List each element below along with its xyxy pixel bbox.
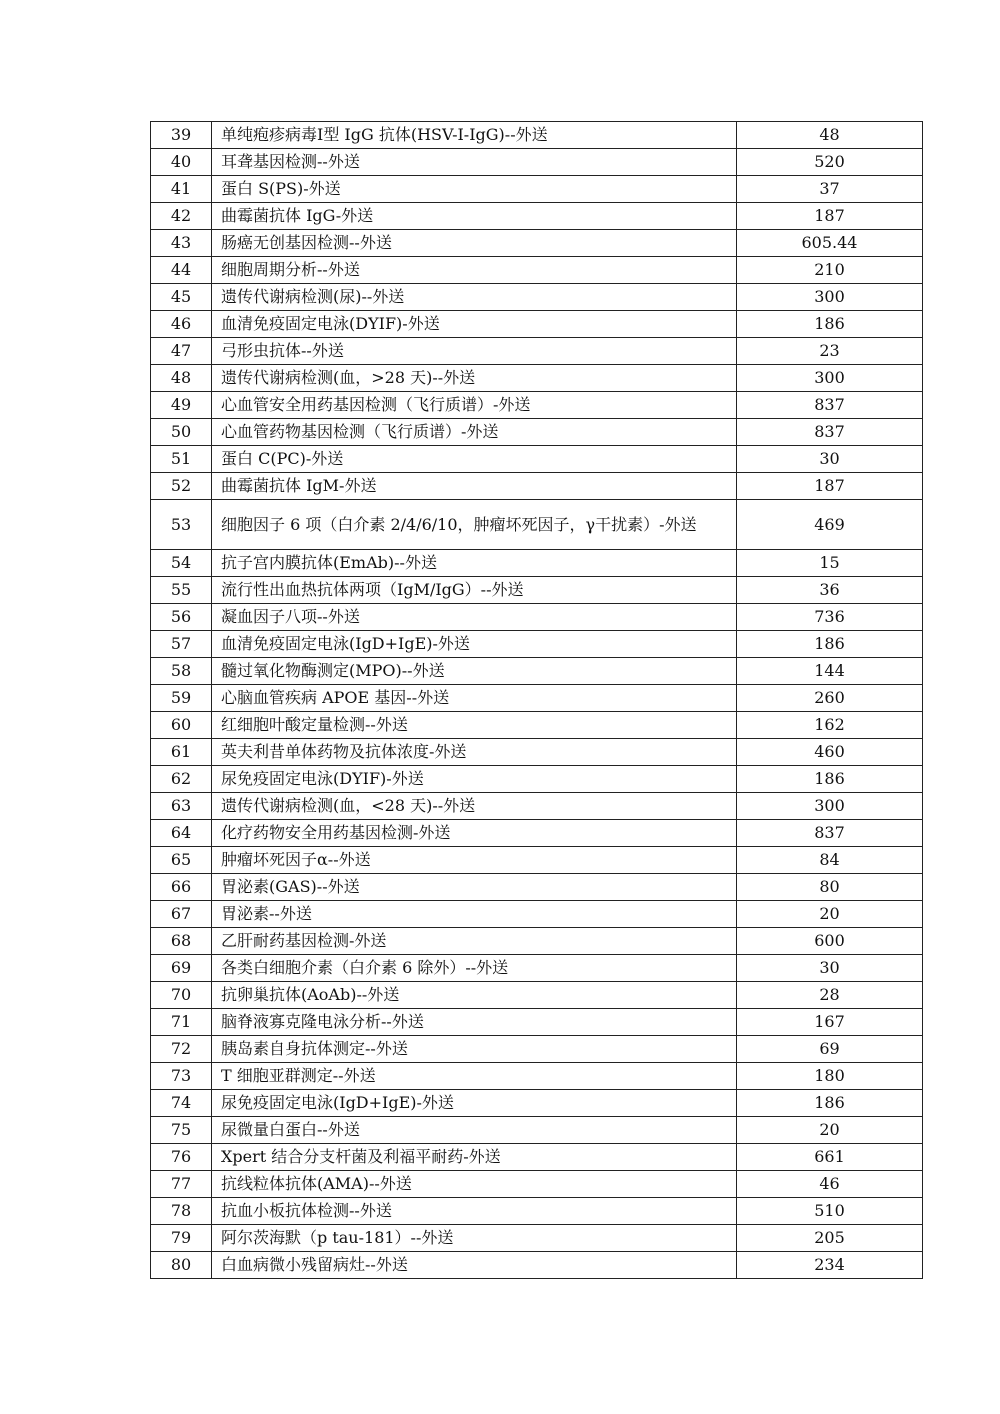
row-number-cell: 58 [151, 658, 212, 685]
row-number-cell: 44 [151, 257, 212, 284]
table-row [151, 685, 923, 712]
test-name-cell: Xpert 结合分支杆菌及利福平耐药-外送 [212, 1144, 737, 1171]
table-row [151, 1090, 923, 1117]
test-name-cell: 遗传代谢病检测(血，<28 天)--外送 [212, 793, 737, 820]
table-row [151, 1171, 923, 1198]
row-number-cell: 71 [151, 1009, 212, 1036]
price-cell: 186 [737, 631, 923, 658]
table-row [151, 311, 923, 338]
price-cell: 469 [737, 500, 923, 550]
row-number-cell: 43 [151, 230, 212, 257]
table-row [151, 550, 923, 577]
table-row [151, 766, 923, 793]
row-number-cell: 49 [151, 392, 212, 419]
row-number-cell: 66 [151, 874, 212, 901]
table-row [151, 149, 923, 176]
test-name-cell: 曲霉菌抗体 IgG-外送 [212, 203, 737, 230]
table-row [151, 847, 923, 874]
price-cell: 180 [737, 1063, 923, 1090]
table-row [151, 365, 923, 392]
price-cell: 210 [737, 257, 923, 284]
table-row [151, 577, 923, 604]
table-row [151, 284, 923, 311]
price-cell: 661 [737, 1144, 923, 1171]
table-row [151, 500, 923, 550]
test-name-cell: 抗血小板抗体检测--外送 [212, 1198, 737, 1225]
price-cell: 736 [737, 604, 923, 631]
row-number-cell: 50 [151, 419, 212, 446]
price-cell: 260 [737, 685, 923, 712]
table-row [151, 203, 923, 230]
row-number-cell: 61 [151, 739, 212, 766]
test-name-cell: 遗传代谢病检测(血，>28 天)--外送 [212, 365, 737, 392]
test-name-cell: 英夫利昔单体药物及抗体浓度-外送 [212, 739, 737, 766]
test-name-cell: 化疗药物安全用药基因检测-外送 [212, 820, 737, 847]
row-number-cell: 41 [151, 176, 212, 203]
price-cell: 162 [737, 712, 923, 739]
row-number-cell: 69 [151, 955, 212, 982]
row-number-cell: 79 [151, 1225, 212, 1252]
test-name-cell: 心血管药物基因检测（飞行质谱）-外送 [212, 419, 737, 446]
row-number-cell: 46 [151, 311, 212, 338]
table-row [151, 1117, 923, 1144]
row-number-cell: 78 [151, 1198, 212, 1225]
price-cell: 20 [737, 901, 923, 928]
test-name-cell: 乙肝耐药基因检测-外送 [212, 928, 737, 955]
table-row [151, 1036, 923, 1063]
table-row [151, 982, 923, 1009]
test-name-cell: 尿微量白蛋白--外送 [212, 1117, 737, 1144]
table-row [151, 604, 923, 631]
price-cell: 520 [737, 149, 923, 176]
row-number-cell: 72 [151, 1036, 212, 1063]
price-cell: 300 [737, 284, 923, 311]
test-name-cell: 白血病微小残留病灶--外送 [212, 1252, 737, 1279]
test-name-cell: 各类白细胞介素（白介素 6 除外）--外送 [212, 955, 737, 982]
table-row [151, 338, 923, 365]
price-cell: 69 [737, 1036, 923, 1063]
table-row [151, 176, 923, 203]
row-number-cell: 67 [151, 901, 212, 928]
table-row [151, 955, 923, 982]
price-cell: 837 [737, 820, 923, 847]
table-row [151, 874, 923, 901]
test-name-cell: 阿尔茨海默（p tau-181）--外送 [212, 1225, 737, 1252]
table-row [151, 928, 923, 955]
test-name-cell: 耳聋基因检测--外送 [212, 149, 737, 176]
test-name-cell: 曲霉菌抗体 IgM-外送 [212, 473, 737, 500]
test-name-cell: 肠癌无创基因检测--外送 [212, 230, 737, 257]
row-number-cell: 73 [151, 1063, 212, 1090]
price-cell: 837 [737, 392, 923, 419]
row-number-cell: 74 [151, 1090, 212, 1117]
price-cell: 460 [737, 739, 923, 766]
test-name-cell: 细胞因子 6 项（白介素 2/4/6/10，肿瘤坏死因子，γ干扰素）-外送 [212, 500, 737, 550]
test-name-cell: 脑脊液寡克隆电泳分析--外送 [212, 1009, 737, 1036]
price-cell: 187 [737, 473, 923, 500]
row-number-cell: 77 [151, 1171, 212, 1198]
row-number-cell: 42 [151, 203, 212, 230]
price-cell: 15 [737, 550, 923, 577]
test-name-cell: 抗卵巢抗体(AoAb)--外送 [212, 982, 737, 1009]
table-row [151, 473, 923, 500]
row-number-cell: 47 [151, 338, 212, 365]
test-name-cell: 单纯疱疹病毒Ⅰ型 IgG 抗体(HSV-Ⅰ-IgG)--外送 [212, 122, 737, 149]
price-cell: 837 [737, 419, 923, 446]
table-row [151, 1252, 923, 1279]
price-cell: 300 [737, 793, 923, 820]
row-number-cell: 51 [151, 446, 212, 473]
table-row [151, 1063, 923, 1090]
test-name-cell: 凝血因子八项--外送 [212, 604, 737, 631]
table-row [151, 392, 923, 419]
test-name-cell: 流行性出血热抗体两项（IgM/IgG）--外送 [212, 577, 737, 604]
table-row [151, 631, 923, 658]
table-body [151, 122, 923, 1279]
table-row [151, 446, 923, 473]
row-number-cell: 64 [151, 820, 212, 847]
test-name-cell: 蛋白 C(PC)-外送 [212, 446, 737, 473]
table-row [151, 712, 923, 739]
price-cell: 37 [737, 176, 923, 203]
row-number-cell: 63 [151, 793, 212, 820]
test-name-cell: 抗线粒体抗体(AMA)--外送 [212, 1171, 737, 1198]
row-number-cell: 76 [151, 1144, 212, 1171]
row-number-cell: 52 [151, 473, 212, 500]
price-cell: 36 [737, 577, 923, 604]
test-name-cell: 血清免疫固定电泳(DYIF)-外送 [212, 311, 737, 338]
price-cell: 46 [737, 1171, 923, 1198]
price-cell: 600 [737, 928, 923, 955]
price-cell: 167 [737, 1009, 923, 1036]
test-name-cell: 肿瘤坏死因子α--外送 [212, 847, 737, 874]
table-row [151, 1225, 923, 1252]
price-cell: 30 [737, 446, 923, 473]
price-cell: 186 [737, 1090, 923, 1117]
row-number-cell: 54 [151, 550, 212, 577]
price-cell: 186 [737, 766, 923, 793]
row-number-cell: 62 [151, 766, 212, 793]
row-number-cell: 75 [151, 1117, 212, 1144]
test-name-cell: 蛋白 S(PS)-外送 [212, 176, 737, 203]
test-name-cell: 心血管安全用药基因检测（飞行质谱）-外送 [212, 392, 737, 419]
price-cell: 186 [737, 311, 923, 338]
table-row [151, 257, 923, 284]
price-cell: 510 [737, 1198, 923, 1225]
test-name-cell: 胰岛素自身抗体测定--外送 [212, 1036, 737, 1063]
row-number-cell: 53 [151, 500, 212, 550]
test-name-cell: 红细胞叶酸定量检测--外送 [212, 712, 737, 739]
price-cell: 84 [737, 847, 923, 874]
table-row [151, 1198, 923, 1225]
row-number-cell: 55 [151, 577, 212, 604]
test-name-cell: T 细胞亚群测定--外送 [212, 1063, 737, 1090]
table-row [151, 230, 923, 257]
table-row [151, 658, 923, 685]
price-cell: 80 [737, 874, 923, 901]
row-number-cell: 56 [151, 604, 212, 631]
row-number-cell: 65 [151, 847, 212, 874]
table-row [151, 122, 923, 149]
price-cell: 234 [737, 1252, 923, 1279]
row-number-cell: 80 [151, 1252, 212, 1279]
price-cell: 300 [737, 365, 923, 392]
test-name-cell: 胃泌素--外送 [212, 901, 737, 928]
price-cell: 144 [737, 658, 923, 685]
price-cell: 28 [737, 982, 923, 1009]
test-name-cell: 弓形虫抗体--外送 [212, 338, 737, 365]
table-row [151, 1144, 923, 1171]
row-number-cell: 45 [151, 284, 212, 311]
price-cell: 30 [737, 955, 923, 982]
price-cell: 205 [737, 1225, 923, 1252]
table-row [151, 901, 923, 928]
row-number-cell: 59 [151, 685, 212, 712]
test-price-table [150, 121, 923, 1279]
test-name-cell: 髓过氧化物酶测定(MPO)--外送 [212, 658, 737, 685]
test-name-cell: 抗子宫内膜抗体(EmAb)--外送 [212, 550, 737, 577]
price-cell: 605.44 [737, 230, 923, 257]
test-name-cell: 心脑血管疾病 APOE 基因--外送 [212, 685, 737, 712]
test-name-cell: 遗传代谢病检测(尿)--外送 [212, 284, 737, 311]
row-number-cell: 68 [151, 928, 212, 955]
table-row [151, 793, 923, 820]
row-number-cell: 70 [151, 982, 212, 1009]
row-number-cell: 57 [151, 631, 212, 658]
test-name-cell: 尿免疫固定电泳(DYIF)-外送 [212, 766, 737, 793]
row-number-cell: 40 [151, 149, 212, 176]
test-name-cell: 尿免疫固定电泳(IgD+IgE)-外送 [212, 1090, 737, 1117]
table-row [151, 739, 923, 766]
row-number-cell: 39 [151, 122, 212, 149]
price-cell: 187 [737, 203, 923, 230]
test-name-cell: 细胞周期分析--外送 [212, 257, 737, 284]
table-row [151, 820, 923, 847]
price-cell: 23 [737, 338, 923, 365]
row-number-cell: 60 [151, 712, 212, 739]
price-cell: 48 [737, 122, 923, 149]
table-row [151, 1009, 923, 1036]
test-name-cell: 胃泌素(GAS)--外送 [212, 874, 737, 901]
row-number-cell: 48 [151, 365, 212, 392]
price-cell: 20 [737, 1117, 923, 1144]
table-row [151, 419, 923, 446]
test-name-cell: 血清免疫固定电泳(IgD+IgE)-外送 [212, 631, 737, 658]
